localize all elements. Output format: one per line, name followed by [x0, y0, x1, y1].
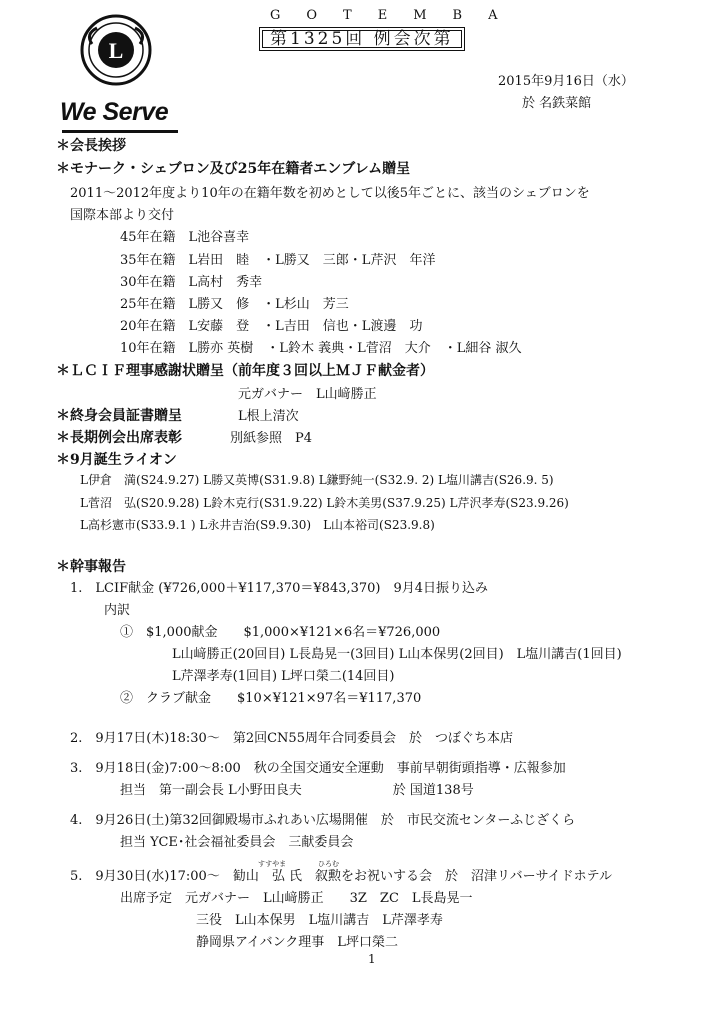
lcif-recipient: 元ガバナー L山﨑勝正 [238, 387, 377, 402]
report-item-1-a-names: L芹澤孝寿(1回目) L坪口榮二(14回目) [172, 669, 395, 684]
report-item-5: 5. 9月30日(水)17:00～ 勧山 弘 氏 叙勲をお祝いする会 於 沼津リバーサイドホテル [70, 869, 613, 884]
page-number: 1 [368, 952, 376, 966]
ruby-reading: ひろむ [318, 860, 339, 868]
birthday-row: L菅沼 弘(S20.9.28) L鈴木克行(S31.9.22) L鈴木美男(S37.9.25) L芹沢孝寿(S23.9.26) [80, 496, 569, 510]
lifetime-recipient: L根上清次 [238, 409, 299, 424]
report-item-5-sub: 三役 L山本保男 L塩川講吉 L芹澤孝寿 [196, 913, 443, 928]
report-item-3: 3. 9月18日(金)7:00～8:00 秋の全国交通安全運動 事前早朝街頭指導・広報参加 [70, 761, 566, 776]
birthday-heading: ＊9月誕生ライオン [56, 452, 177, 468]
chevron-row: 30年在籍 L高村 秀幸 [120, 275, 263, 290]
report-item-1: 1. LCIF献金 (¥726,000＋¥117,370＝¥843,370) 9月4日振り込み [70, 581, 489, 596]
attendance-heading: ＊長期例会出席表彰 [56, 430, 182, 446]
brand-name: GOTEMBA [270, 8, 524, 23]
report-item-4: 4. 9月26日(土)第32回御殿場市ふれあい広場開催 於 市民交流センターふじざくら [70, 813, 576, 828]
report-item-1-b: ② クラブ献金 $10×¥121×97名＝¥117,370 [120, 691, 422, 706]
report-item-5-sub: 静岡県アイバンク理事 L坪口榮二 [196, 935, 398, 950]
chevron-row: 35年在籍 L岩田 睦 ・L勝又 三郎・L芹沢 年洋 [120, 253, 436, 268]
chevron-row: 45年在籍 L池谷喜幸 [120, 230, 250, 245]
chevron-row: 10年在籍 L勝亦 英樹 ・L鈴木 義典・L菅沼 大介 ・L細谷 淑久 [120, 341, 522, 356]
report-item-1-a: ① $1,000献金 $1,000×¥121×6名＝¥726,000 [120, 625, 441, 640]
secretary-heading: ＊幹事報告 [56, 559, 126, 575]
lcif-heading: ＊ＬＣＩＦ理事感謝状贈呈（前年度３回以上ＭＪＦ献金者） [56, 363, 434, 379]
attendance-value: 別紙参照 P4 [230, 431, 313, 446]
we-serve-logo-text: We Serve [60, 98, 169, 126]
chevron-heading: ＊モナーク・シェブロン及び25年在籍者エンブレム贈呈 [56, 161, 411, 177]
report-item-5-sub: 出席予定 元ガバナー L山﨑勝正 3Z ZC L長島晃一 [120, 891, 473, 906]
greeting-heading: ＊会長挨拶 [56, 138, 126, 154]
report-item-1-a-names: L山﨑勝正(20回目) L長島晃一(3回目) L山本保男(2回目) L塩川講吉(1回目) [172, 647, 622, 662]
report-item-2: 2. 9月17日(木)18:30～ 第2回CN55周年合同委員会 於 つぼぐち本店 [70, 731, 513, 746]
ruby-reading: すすやま [258, 860, 287, 868]
birthday-row: L高杉憲市(S33.9.1 ) L永井吉治(S9.9.30) L山本裕司(S23.9.8) [80, 518, 435, 532]
logo-underline [62, 130, 178, 133]
report-item-3-sub: 担当 第一副会長 L小野田良夫 於 国道138号 [120, 783, 474, 798]
chevron-desc-line2: 国際本部より交付 [70, 208, 175, 223]
report-item-4-sub: 担当 YCE･社会福祉委員会 三献委員会 [120, 835, 354, 850]
chevron-row: 20年在籍 L安藤 登 ・L吉田 信也・L渡邊 功 [120, 319, 423, 334]
lifetime-heading: ＊終身会員証書贈呈 [56, 408, 182, 424]
birthday-row: L伊倉 満(S24.9.27) L勝又英博(S31.9.8) L鎌野純一(S32.9. 2) L塩川講吉(S26.9. 5) [80, 473, 554, 487]
meeting-date: 2015年9月16日（水） [498, 74, 634, 89]
page-title: 第1325回 例会次第 [259, 27, 465, 51]
lions-emblem-icon [75, 14, 157, 86]
report-item-1-breakdown: 内訳 [104, 603, 131, 618]
chevron-row: 25年在籍 L勝又 修 ・L杉山 芳三 [120, 297, 349, 312]
svg-text:L: L [108, 38, 124, 63]
lions-logo [60, 14, 180, 126]
meeting-venue: 於 名鉄菜館 [522, 96, 592, 111]
chevron-desc-line1: 2011～2012年度より10年の在籍年数を初めとして以後5年ごとに、該当のシェブロンを [70, 186, 590, 201]
